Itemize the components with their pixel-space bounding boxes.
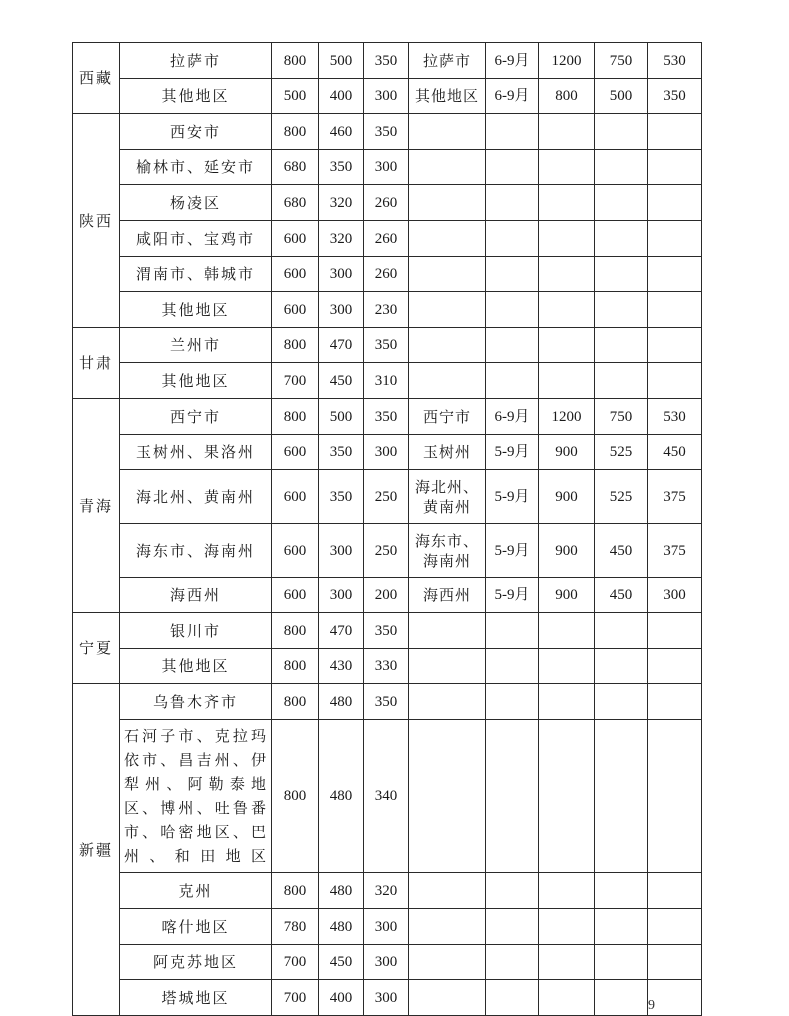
empty-cell	[486, 684, 539, 720]
peak-rate-2: 450	[595, 578, 648, 613]
city-cell: 塔城地区	[120, 980, 272, 1016]
peak-rate-2: 500	[595, 79, 648, 114]
peak-rate-1: 900	[539, 470, 595, 524]
empty-cell	[409, 684, 486, 720]
empty-cell	[539, 720, 595, 873]
table-row	[73, 79, 702, 114]
standard-rate-3: 350	[364, 399, 409, 435]
standard-rate-3: 300	[364, 150, 409, 185]
standard-rate-3: 350	[364, 43, 409, 79]
empty-cell	[595, 363, 648, 399]
table-row	[73, 613, 702, 649]
standard-rate-2: 470	[319, 328, 364, 363]
empty-cell	[648, 150, 702, 185]
empty-cell	[648, 185, 702, 221]
standard-rate-1: 800	[272, 684, 319, 720]
standard-rate-1: 600	[272, 257, 319, 292]
peak-period-cell: 6-9月	[486, 43, 539, 79]
empty-cell	[409, 649, 486, 684]
empty-cell	[648, 292, 702, 328]
province-cell: 青海	[73, 399, 120, 613]
city-cell: 其他地区	[120, 363, 272, 399]
city-cell: 喀什地区	[120, 909, 272, 945]
standard-rate-3: 300	[364, 909, 409, 945]
table-row	[73, 363, 702, 399]
peak-city-cell: 海东市、海南州	[409, 524, 486, 578]
empty-cell	[539, 684, 595, 720]
table-row	[73, 578, 702, 613]
peak-city-cell: 拉萨市	[409, 43, 486, 79]
table-row	[73, 43, 702, 79]
peak-rate-3: 300	[648, 578, 702, 613]
table-row	[73, 399, 702, 435]
standard-rate-2: 300	[319, 257, 364, 292]
table-row	[73, 150, 702, 185]
city-cell: 海西州	[120, 578, 272, 613]
standard-rate-3: 250	[364, 524, 409, 578]
province-cell: 宁夏	[73, 613, 120, 684]
empty-cell	[486, 720, 539, 873]
empty-cell	[595, 720, 648, 873]
empty-cell	[486, 613, 539, 649]
standard-rate-1: 500	[272, 79, 319, 114]
city-cell: 西宁市	[120, 399, 272, 435]
table-row	[73, 909, 702, 945]
empty-cell	[539, 909, 595, 945]
standard-rate-1: 800	[272, 720, 319, 873]
table-row	[73, 221, 702, 257]
table-row	[73, 524, 702, 578]
peak-rate-1: 1200	[539, 399, 595, 435]
empty-cell	[595, 221, 648, 257]
peak-rate-3: 450	[648, 435, 702, 470]
empty-cell	[595, 980, 648, 1016]
peak-period-cell: 6-9月	[486, 79, 539, 114]
empty-cell	[409, 185, 486, 221]
standard-rate-2: 500	[319, 43, 364, 79]
standard-rate-1: 700	[272, 363, 319, 399]
province-cell: 新疆	[73, 684, 120, 1016]
standard-rate-3: 250	[364, 470, 409, 524]
empty-cell	[648, 328, 702, 363]
peak-city-cell: 海西州	[409, 578, 486, 613]
standard-rate-1: 800	[272, 43, 319, 79]
peak-rate-2: 525	[595, 470, 648, 524]
standard-rate-1: 600	[272, 524, 319, 578]
peak-rate-2: 750	[595, 399, 648, 435]
city-cell: 其他地区	[120, 79, 272, 114]
standard-rate-2: 350	[319, 435, 364, 470]
standard-rate-3: 300	[364, 980, 409, 1016]
peak-period-cell: 5-9月	[486, 470, 539, 524]
empty-cell	[486, 328, 539, 363]
empty-cell	[648, 649, 702, 684]
province-cell: 陕西	[73, 114, 120, 328]
empty-cell	[486, 649, 539, 684]
standard-rate-3: 300	[364, 79, 409, 114]
city-cell: 阿克苏地区	[120, 945, 272, 980]
city-cell: 海东市、海南州	[120, 524, 272, 578]
empty-cell	[409, 221, 486, 257]
empty-cell	[409, 257, 486, 292]
standard-rate-3: 320	[364, 873, 409, 909]
standard-rate-2: 480	[319, 909, 364, 945]
standard-rate-1: 800	[272, 328, 319, 363]
table-row	[73, 435, 702, 470]
empty-cell	[595, 613, 648, 649]
peak-rate-3: 375	[648, 524, 702, 578]
empty-cell	[595, 150, 648, 185]
peak-period-cell: 5-9月	[486, 524, 539, 578]
table-row	[73, 649, 702, 684]
table-row	[73, 114, 702, 150]
standard-rate-1: 600	[272, 292, 319, 328]
empty-cell	[409, 980, 486, 1016]
peak-rate-1: 800	[539, 79, 595, 114]
standard-rate-1: 780	[272, 909, 319, 945]
peak-rate-3: 375	[648, 470, 702, 524]
standard-rate-3: 230	[364, 292, 409, 328]
standard-rate-3: 260	[364, 185, 409, 221]
city-cell: 海北州、黄南州	[120, 470, 272, 524]
rate-table	[72, 42, 702, 1016]
peak-rate-2: 750	[595, 43, 648, 79]
city-cell: 拉萨市	[120, 43, 272, 79]
city-cell: 银川市	[120, 613, 272, 649]
table-row	[73, 470, 702, 524]
standard-rate-3: 260	[364, 221, 409, 257]
peak-city-cell: 海北州、黄南州	[409, 470, 486, 524]
table-row	[73, 945, 702, 980]
standard-rate-3: 350	[364, 684, 409, 720]
empty-cell	[595, 909, 648, 945]
standard-rate-2: 460	[319, 114, 364, 150]
standard-rate-3: 350	[364, 114, 409, 150]
empty-cell	[409, 292, 486, 328]
table-row	[73, 980, 702, 1016]
empty-cell	[409, 114, 486, 150]
standard-rate-1: 800	[272, 613, 319, 649]
empty-cell	[539, 185, 595, 221]
standard-rate-3: 300	[364, 945, 409, 980]
empty-cell	[595, 684, 648, 720]
standard-rate-1: 800	[272, 649, 319, 684]
city-cell: 兰州市	[120, 328, 272, 363]
standard-rate-2: 400	[319, 79, 364, 114]
peak-rate-1: 900	[539, 524, 595, 578]
peak-rate-1: 900	[539, 578, 595, 613]
standard-rate-1: 680	[272, 185, 319, 221]
empty-cell	[539, 292, 595, 328]
empty-cell	[409, 720, 486, 873]
peak-rate-3: 530	[648, 399, 702, 435]
standard-rate-2: 450	[319, 363, 364, 399]
standard-rate-3: 340	[364, 720, 409, 873]
standard-rate-2: 480	[319, 873, 364, 909]
empty-cell	[648, 257, 702, 292]
standard-rate-3: 300	[364, 435, 409, 470]
standard-rate-2: 400	[319, 980, 364, 1016]
standard-rate-1: 600	[272, 470, 319, 524]
empty-cell	[409, 328, 486, 363]
empty-cell	[648, 720, 702, 873]
empty-cell	[648, 873, 702, 909]
standard-rate-1: 800	[272, 114, 319, 150]
empty-cell	[595, 649, 648, 684]
empty-cell	[486, 114, 539, 150]
standard-rate-2: 480	[319, 684, 364, 720]
standard-rate-3: 260	[364, 257, 409, 292]
empty-cell	[539, 221, 595, 257]
standard-rate-2: 320	[319, 221, 364, 257]
peak-rate-1: 1200	[539, 43, 595, 79]
standard-rate-1: 800	[272, 399, 319, 435]
empty-cell	[539, 257, 595, 292]
peak-rate-1: 900	[539, 435, 595, 470]
page-number: 9	[648, 998, 655, 1013]
empty-cell	[409, 363, 486, 399]
empty-cell	[539, 613, 595, 649]
standard-rate-2: 470	[319, 613, 364, 649]
empty-cell	[409, 613, 486, 649]
table-row	[73, 292, 702, 328]
peak-rate-2: 450	[595, 524, 648, 578]
standard-rate-2: 430	[319, 649, 364, 684]
standard-rate-3: 350	[364, 328, 409, 363]
empty-cell	[539, 649, 595, 684]
empty-cell	[539, 363, 595, 399]
standard-rate-3: 200	[364, 578, 409, 613]
standard-rate-2: 320	[319, 185, 364, 221]
city-cell: 克州	[120, 873, 272, 909]
empty-cell	[486, 150, 539, 185]
city-cell: 渭南市、韩城市	[120, 257, 272, 292]
empty-cell	[595, 114, 648, 150]
standard-rate-1: 600	[272, 578, 319, 613]
empty-cell	[539, 980, 595, 1016]
city-cell: 玉树州、果洛州	[120, 435, 272, 470]
empty-cell	[539, 328, 595, 363]
standard-rate-1: 600	[272, 221, 319, 257]
standard-rate-3: 330	[364, 649, 409, 684]
standard-rate-1: 800	[272, 873, 319, 909]
city-cell: 石河子市、克拉玛依市、昌吉州、伊犁州、阿勒泰地区、博州、吐鲁番市、哈密地区、巴州、和田地区	[120, 720, 272, 873]
empty-cell	[486, 363, 539, 399]
empty-cell	[539, 873, 595, 909]
empty-cell	[648, 684, 702, 720]
province-cell: 甘肃	[73, 328, 120, 399]
empty-cell	[648, 613, 702, 649]
city-cell: 杨凌区	[120, 185, 272, 221]
peak-period-cell: 5-9月	[486, 435, 539, 470]
empty-cell	[486, 185, 539, 221]
empty-cell	[648, 909, 702, 945]
empty-cell	[486, 257, 539, 292]
peak-city-cell: 西宁市	[409, 399, 486, 435]
empty-cell	[486, 980, 539, 1016]
empty-cell	[648, 114, 702, 150]
empty-cell	[486, 945, 539, 980]
peak-rate-2: 525	[595, 435, 648, 470]
standard-rate-1: 680	[272, 150, 319, 185]
standard-rate-2: 500	[319, 399, 364, 435]
empty-cell	[595, 257, 648, 292]
peak-city-cell: 玉树州	[409, 435, 486, 470]
standard-rate-2: 450	[319, 945, 364, 980]
peak-rate-3: 350	[648, 79, 702, 114]
rate-table-body	[73, 43, 702, 1016]
empty-cell	[539, 150, 595, 185]
table-row	[73, 873, 702, 909]
empty-cell	[486, 873, 539, 909]
standard-rate-2: 350	[319, 150, 364, 185]
standard-rate-2: 300	[319, 292, 364, 328]
empty-cell	[648, 363, 702, 399]
empty-cell	[648, 945, 702, 980]
peak-city-cell: 其他地区	[409, 79, 486, 114]
standard-rate-2: 300	[319, 524, 364, 578]
standard-rate-2: 300	[319, 578, 364, 613]
standard-rate-2: 350	[319, 470, 364, 524]
city-cell: 乌鲁木齐市	[120, 684, 272, 720]
empty-cell	[595, 292, 648, 328]
city-cell: 其他地区	[120, 292, 272, 328]
city-cell: 咸阳市、宝鸡市	[120, 221, 272, 257]
empty-cell	[539, 114, 595, 150]
empty-cell	[648, 221, 702, 257]
empty-cell	[486, 221, 539, 257]
empty-cell	[648, 980, 702, 1016]
standard-rate-3: 350	[364, 613, 409, 649]
table-row	[73, 720, 702, 873]
empty-cell	[595, 945, 648, 980]
empty-cell	[595, 328, 648, 363]
table-row	[73, 684, 702, 720]
peak-period-cell: 5-9月	[486, 578, 539, 613]
standard-rate-1: 600	[272, 435, 319, 470]
peak-rate-3: 530	[648, 43, 702, 79]
empty-cell	[595, 185, 648, 221]
province-cell: 西藏	[73, 43, 120, 114]
standard-rate-3: 310	[364, 363, 409, 399]
empty-cell	[595, 873, 648, 909]
standard-rate-1: 700	[272, 945, 319, 980]
city-cell: 榆林市、延安市	[120, 150, 272, 185]
peak-period-cell: 6-9月	[486, 399, 539, 435]
table-row	[73, 185, 702, 221]
city-cell: 西安市	[120, 114, 272, 150]
empty-cell	[409, 150, 486, 185]
empty-cell	[486, 909, 539, 945]
table-row	[73, 257, 702, 292]
empty-cell	[409, 945, 486, 980]
empty-cell	[409, 909, 486, 945]
city-cell: 其他地区	[120, 649, 272, 684]
empty-cell	[539, 945, 595, 980]
standard-rate-1: 700	[272, 980, 319, 1016]
empty-cell	[409, 873, 486, 909]
table-row	[73, 328, 702, 363]
empty-cell	[486, 292, 539, 328]
standard-rate-2: 480	[319, 720, 364, 873]
